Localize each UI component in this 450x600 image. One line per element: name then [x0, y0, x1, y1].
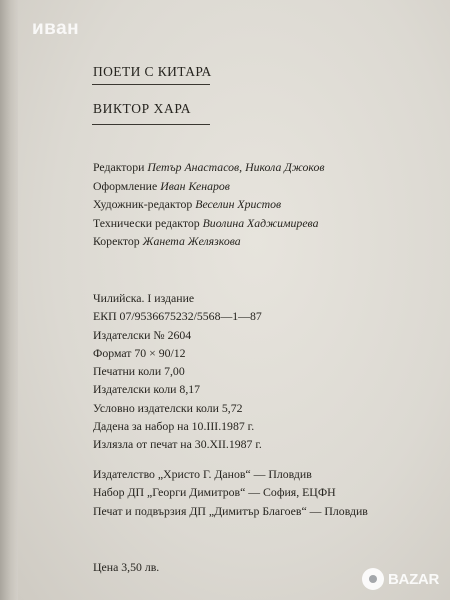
credit-role: Художник-редактор: [93, 197, 196, 212]
watermark-text: иван: [32, 18, 80, 39]
credit-role: Оформление: [93, 178, 161, 193]
credit-role: Технически редактор: [93, 215, 203, 230]
credit-person: Петър Анастасов, Никола Джоков: [147, 160, 325, 174]
series-title: ПОЕТИ С КИТАРА: [93, 64, 212, 79]
credit-person: Виолина Хаджимирева: [202, 215, 319, 230]
divider-rule: [92, 124, 210, 125]
edition-line: Чилийска. I издание: [93, 291, 195, 305]
print-sheets-line: Печатни коли 7,00: [93, 364, 185, 379]
credit-line: [93, 158, 324, 177]
credit-person: Веселин Христов: [195, 197, 282, 212]
credit-line: [93, 195, 324, 214]
format-line: Формат 70 × 90/12: [93, 345, 186, 360]
publisher-line: Издателство „Христо Г. Данов“ — Пловдив: [93, 467, 312, 481]
author-name: ВИКТОР ХАРА: [93, 101, 192, 116]
price-label: Цена 3,50 лв.: [93, 560, 160, 574]
book-spine-edge: [0, 0, 18, 600]
bazar-logo-icon: [362, 568, 384, 590]
typesetting-line: Набор ДП „Георги Димитров“ — София, ЕЦФН: [93, 485, 336, 500]
typesetting-date-line: Дадена за набор на 10.III.1987 г.: [93, 419, 255, 434]
print-date-line: Излязла от печат на 30.XII.1987 г.: [93, 437, 262, 452]
publisher-sheets-line: Издателски коли 8,17: [93, 382, 201, 397]
credit-line: [93, 214, 324, 233]
publisher-number-line: Издателски № 2604: [93, 327, 192, 342]
ekp-code-line: ЕКП 07/9536675232/5568—1—87: [93, 309, 262, 324]
bazar-logo-text: BAZAR: [388, 570, 439, 588]
credit-person: Иван Кенаров: [160, 178, 230, 193]
bazar-watermark-logo: [362, 564, 444, 594]
credit-person: Жанета Желязкова: [142, 234, 241, 249]
credit-role: Коректор: [93, 234, 143, 249]
conditional-sheets-line: Условно издателски коли 5,72: [93, 400, 243, 415]
credit-line: [93, 177, 324, 196]
publisher-block: [93, 465, 368, 520]
publication-details: [93, 289, 262, 454]
credits-block: [93, 158, 324, 251]
divider-rule: [92, 84, 210, 85]
printing-line: Печат и подвързия ДП „Димитър Благоев“ — Пловдив: [93, 503, 368, 518]
credit-line: [93, 232, 324, 251]
credit-role: Редактори: [93, 160, 148, 174]
colophon-page: [18, 0, 450, 600]
